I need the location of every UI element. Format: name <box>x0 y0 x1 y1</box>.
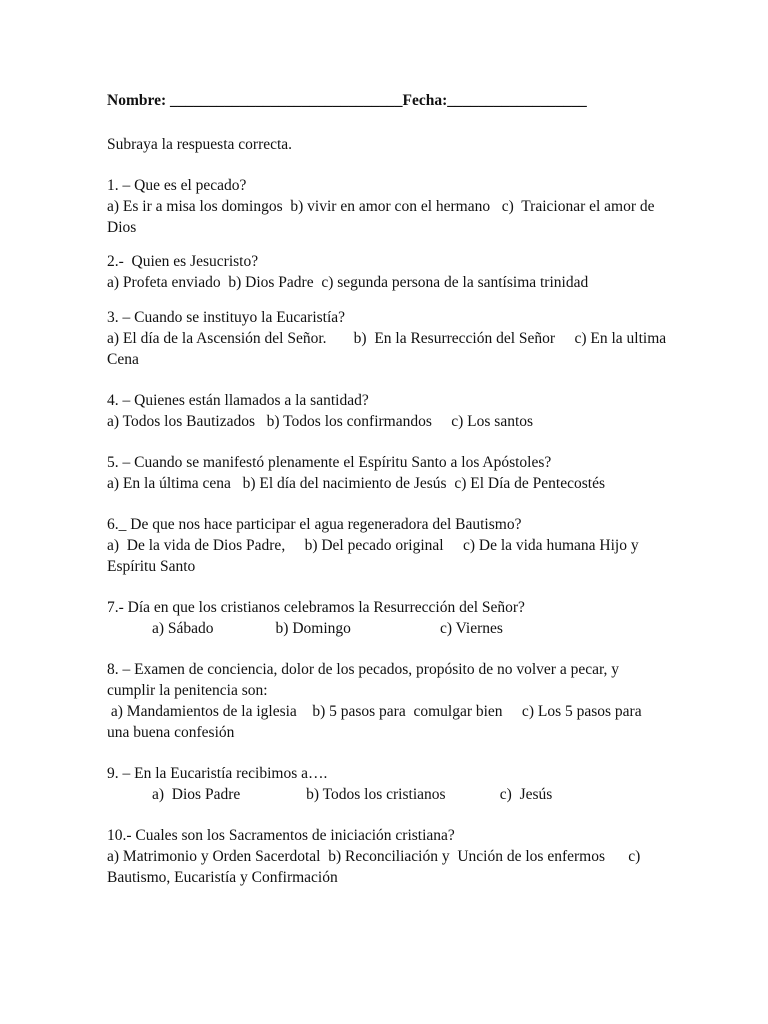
question-8 <box>107 659 667 743</box>
question-text: 2.- Quien es Jesucristo? <box>107 253 259 270</box>
question-7 <box>107 597 667 639</box>
question-answers: a) De la vida de Dios Padre, b) Del pecado original c) De la vida humana Hijo y Espíritu Santo <box>107 537 643 575</box>
question-answers: a) Matrimonio y Orden Sacerdotal b) Reconciliación y Unción de los enfermos c) Bautismo, Eucaristía y Confirmación <box>107 848 645 886</box>
question-text: 7.- Día en que los cristianos celebramos la Resurrección del Señor? <box>107 599 525 616</box>
question-2 <box>107 251 667 293</box>
question-1 <box>107 175 667 238</box>
question-answers: a) En la última cena b) El día del nacimiento de Jesús c) El Día de Pentecostés <box>107 475 605 492</box>
question-text: 9. – En la Eucaristía recibimos a…. <box>107 765 328 782</box>
question-5 <box>107 452 667 494</box>
worksheet-page <box>107 90 671 888</box>
question-text: 5. – Cuando se manifestó plenamente el Espíritu Santo a los Apóstoles? <box>107 454 552 471</box>
instruction: Subraya la respuesta correcta. <box>107 136 293 153</box>
question-text: 6._ De que nos hace participar el agua regeneradora del Bautismo? <box>107 516 522 533</box>
question-answers: a) Todos los Bautizados b) Todos los confirmandos c) Los santos <box>107 413 534 430</box>
date-blank: __________________ <box>447 92 587 109</box>
question-answers: a) El día de la Ascensión del Señor. b) En la Resurrección del Señor c) En la ultima Cena <box>107 330 671 368</box>
question-text: 8. – Examen de conciencia, dolor de los pecados, propósito de no volver a pecar, y cumplir la penitencia son: <box>107 661 623 699</box>
header <box>107 90 667 114</box>
question-10 <box>107 825 667 888</box>
question-answers: a) Dios Padre b) Todos los cristianos c) Jesús <box>152 786 553 803</box>
date-label: Fecha: <box>402 92 448 109</box>
name-blank: ______________________________ <box>170 92 403 109</box>
question-answers: a) Profeta enviado b) Dios Padre c) segunda persona de la santísima trinidad <box>107 274 589 291</box>
question-6 <box>107 514 667 577</box>
name-label: Nombre: <box>107 92 167 109</box>
question-text: 3. – Cuando se instituyo la Eucaristía? <box>107 309 346 326</box>
question-text: 1. – Que es el pecado? <box>107 177 247 194</box>
question-4 <box>107 390 667 432</box>
question-3 <box>107 307 671 370</box>
question-9 <box>107 763 667 805</box>
question-answers: a) Mandamientos de la iglesia b) 5 pasos para comulgar bien c) Los 5 pasos para una buena confesión <box>107 703 646 741</box>
question-answers: a) Sábado b) Domingo c) Viernes <box>152 620 503 637</box>
question-text: 4. – Quienes están llamados a la santidad? <box>107 392 369 409</box>
question-text: 10.- Cuales son los Sacramentos de iniciación cristiana? <box>107 827 455 844</box>
question-answers: a) Es ir a misa los domingos b) vivir en amor con el hermano c) Traicionar el amor de Dios <box>107 198 659 236</box>
